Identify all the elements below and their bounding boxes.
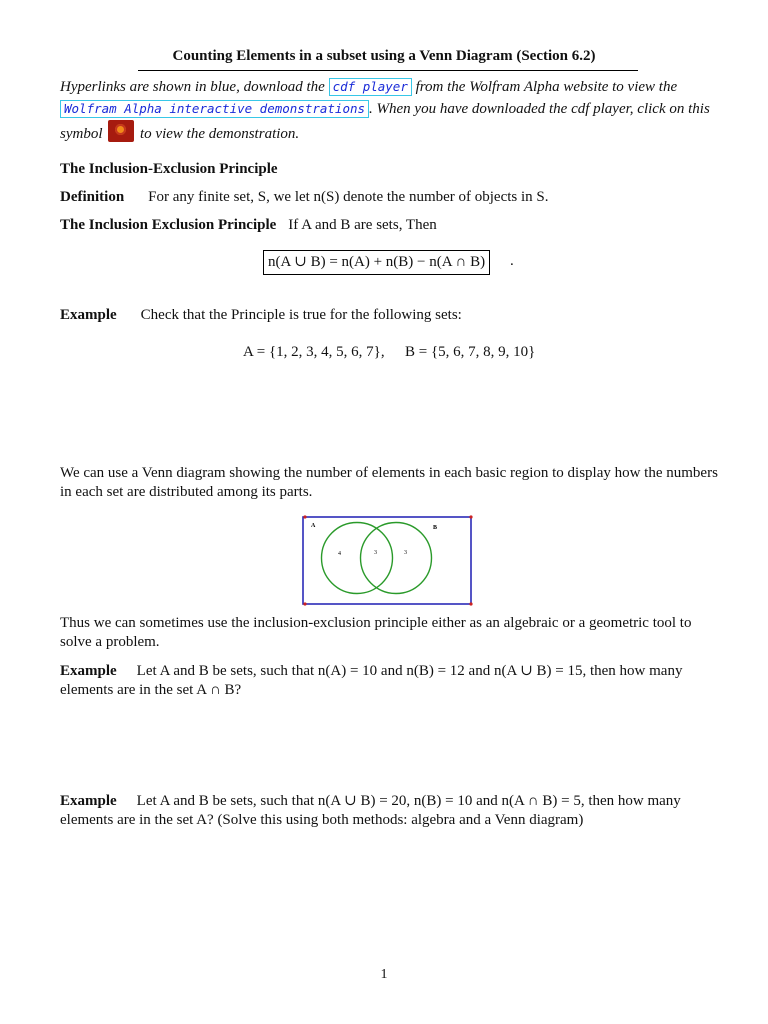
intro-text-1: Hyperlinks are shown in blue, download the [60,79,329,95]
venn-intro-paragraph: We can use a Venn diagram showing the number of elements in each basic region to display how the numbers in each set are distributed among its parts. [60,465,718,500]
venn-circle-b [361,523,432,594]
example2-label: Example [60,663,117,679]
venn-corner-dot [469,515,472,518]
example1-line [60,306,720,325]
intro-text-2: from the Wolfram Alpha website to view the [411,79,678,95]
formula-period: . [510,253,514,269]
example3-paragraph [60,792,720,830]
venn-corner-dot [469,602,472,605]
section-heading: The Inclusion-Exclusion Principle [60,161,278,177]
venn-circle-a [322,523,393,594]
title-underline [138,70,638,71]
venn-diagram [296,512,476,610]
wolfram-demonstration-icon[interactable] [108,120,134,142]
thus-paragraph: Thus we can sometimes use the inclusion-exclusion principle either as an algebraic or a geometric tool to solve a problem. [60,615,692,650]
set-b: B = {5, 6, 7, 8, 9, 10} [405,344,536,360]
intro-paragraph [60,76,720,145]
intro-text-3: . When you have downloaded the cdf player, click on this symbol [60,101,710,142]
definition-text: For any finite set, S, we let n(S) denote the number of objects in S. [148,189,549,205]
venn-count-both: 3 [374,550,377,556]
venn-label-b: B [433,525,438,531]
example1-text: Check that the Principle is true for the following sets: [140,307,462,323]
page-title: Counting Elements in a subset using a Venn Diagram (Section 6.2) [172,48,596,64]
example2-paragraph [60,662,720,700]
example3-text: Let A and B be sets, such that n(A ∪ B) = 20, n(B) = 10 and n(A ∩ B) = 5, then how many elements are in the set A? (Solve this using both methods: algebra and a Venn diagram) [60,793,681,828]
venn-label-a: A [311,523,316,529]
cdf-player-link[interactable]: cdf player [329,78,412,96]
example3-label: Example [60,793,117,809]
principle-formula: n(A ∪ B) = n(A) + n(B) − n(A ∩ B) [263,250,490,275]
intro-text-4: to view the demonstration. [136,126,300,142]
venn-corner-dot [303,515,306,518]
page-number: 1 [380,967,388,982]
principle-text: If A and B are sets, Then [288,217,437,233]
set-a: A = {1, 2, 3, 4, 5, 6, 7}, [243,344,385,360]
example2-text: Let A and B be sets, such that n(A) = 10 and n(B) = 12 and n(A ∪ B) = 15, then how many elements are in the set A ∩ B? [60,663,683,698]
principle-line [60,216,720,235]
venn-universe-rect [303,517,471,604]
venn-count-b-only: 3 [404,550,407,556]
definition-label: Definition [60,189,125,205]
principle-label: The Inclusion Exclusion Principle [60,217,277,233]
definition-line [60,188,720,207]
wolfram-demonstrations-link[interactable]: Wolfram Alpha interactive demonstrations [60,100,369,118]
example1-label: Example [60,307,117,323]
venn-corner-dot [303,602,306,605]
venn-count-a-only: 4 [338,551,341,557]
